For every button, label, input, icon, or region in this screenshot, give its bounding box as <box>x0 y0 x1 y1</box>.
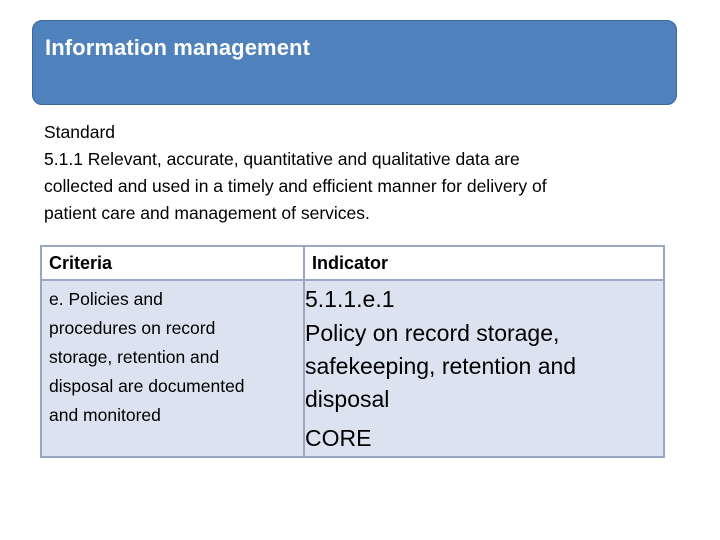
standard-block <box>44 119 664 227</box>
criteria-line: disposal are documented <box>49 376 245 396</box>
criteria-line: storage, retention and <box>49 347 220 367</box>
criteria-header: Criteria <box>41 246 304 280</box>
criteria-line: procedures on record <box>49 318 216 338</box>
criteria-table <box>40 245 665 458</box>
standard-label: Standard <box>44 122 116 142</box>
table-row <box>41 280 664 457</box>
indicator-line: Policy on record storage, <box>305 320 560 346</box>
criteria-cell <box>41 280 304 457</box>
page-title: Information management <box>45 35 311 60</box>
core-badge: CORE <box>305 425 372 451</box>
table-header-row <box>41 246 664 280</box>
title-banner <box>32 20 677 105</box>
indicator-line: safekeeping, retention and <box>305 353 577 379</box>
standard-line: patient care and management of services. <box>44 203 370 223</box>
indicator-line: disposal <box>305 386 390 412</box>
criteria-line: and monitored <box>49 405 161 425</box>
indicator-cell <box>304 280 664 457</box>
indicator-header: Indicator <box>304 246 664 280</box>
standard-line: 5.1.1 Relevant, accurate, quantitative and qualitative data are <box>44 149 520 169</box>
indicator-code: 5.1.1.e.1 <box>305 286 395 312</box>
criteria-line: e. Policies and <box>49 289 163 309</box>
standard-line: collected and used in a timely and efficient manner for delivery of <box>44 176 547 196</box>
